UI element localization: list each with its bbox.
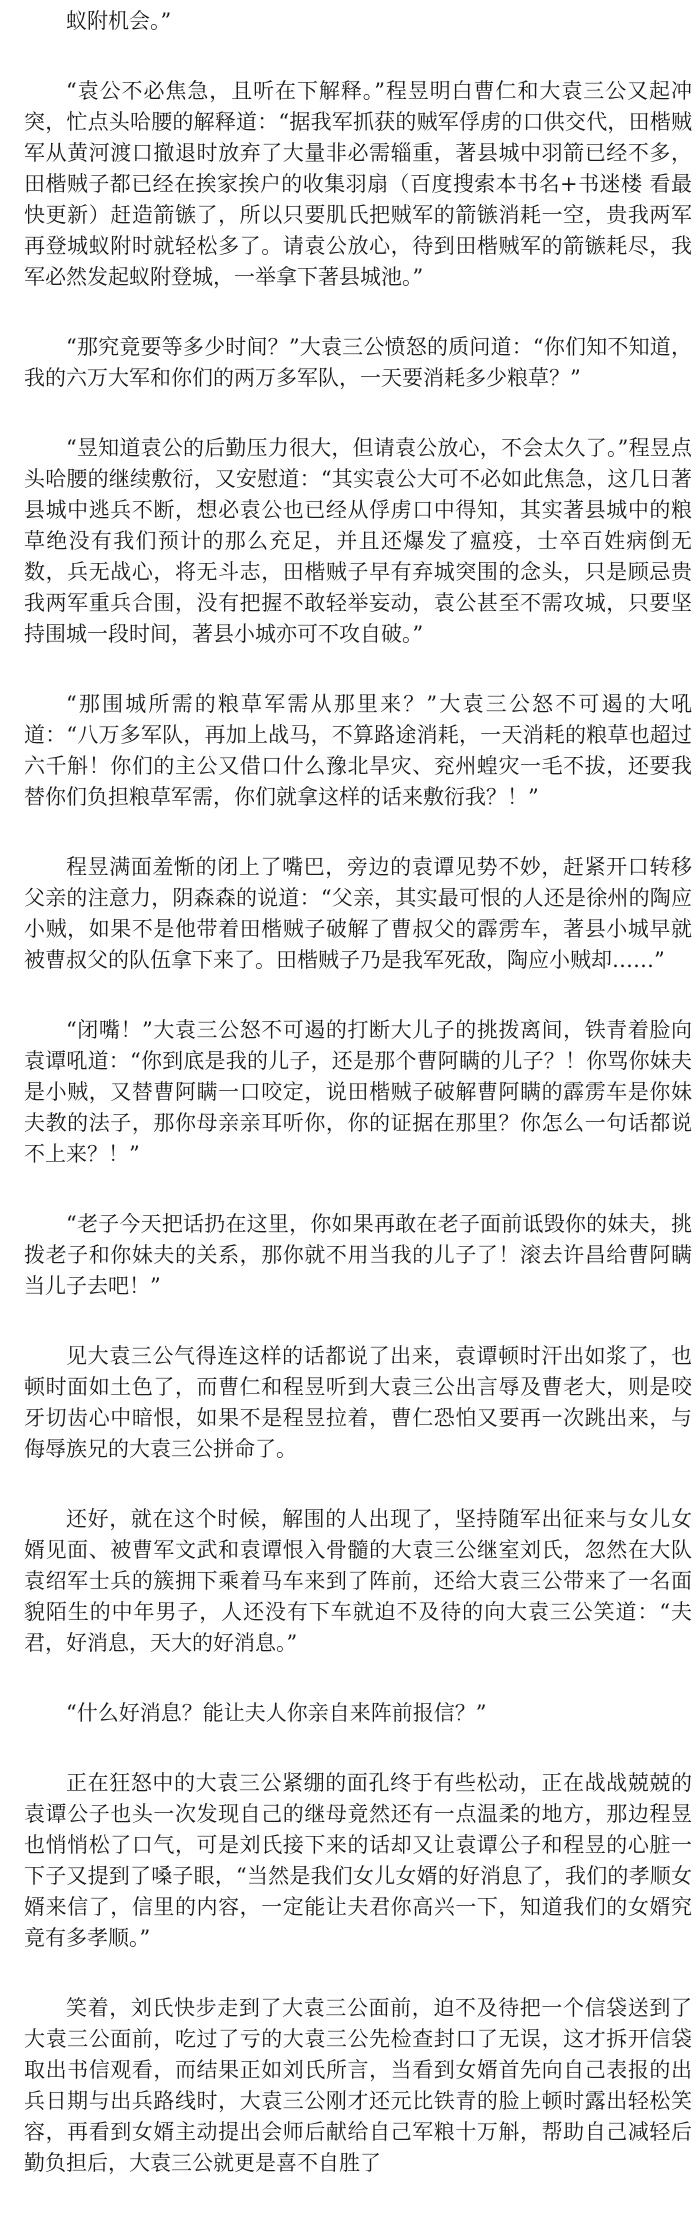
paragraph: “什么好消息？能让夫人你亲自来阵前报信？” <box>66 1701 487 1725</box>
paragraph: 笑着，刘氏快步走到了大袁三公面前，迫不及待把一个信袋送到了大袁三公面前，吃过了亏的大袁三公先检查封口了无误，这才拆开信袋取出书信观看，而结果正如刘氏所言，当看到女婿首先向自己表报的出兵日期与出兵路线时，大袁三公刚才还元比铁青的脸上顿时露出轻松笑容，再看到女婿主动提出会师后献给自己军粮十万斛，帮助自己减轻后勤负担后，大袁三公就更是喜不自胜了 <box>24 1996 692 2175</box>
paragraph: 程昱满面羞惭的闭上了嘴巴，旁边的袁谭见势不妙，赶紧开口转移父亲的注意力，阴森森的说道：“父亲，其实最可恨的人还是徐州的陶应小贼，如果不是他带着田楷贼子破解了曹叔父的霹雳车，著县小城早就被曹叔父的队伍拿下来了。田楷贼子乃是我军死敌，陶应小贼却……” <box>24 855 692 972</box>
paragraph: “老子今天把话扔在这里，你如果再敢在老子面前诋毁你的妹夫，挑拨老子和你妹夫的关系，那你就不用当我的儿子了！滚去许昌给曹阿瞒当儿子去吧！” <box>24 1212 692 1298</box>
paragraph: “那围城所需的粮草军需从那里来？”大袁三公怒不可遏的大吼道：“八万多军队，再加上战马，不算路途消耗，一天消耗的粮草也超过六千斛！你们的主公又借口什么豫北旱灾、兖州蝗灾一毛不拔，还要我替你们负担粮草军需，你们就拿这样的话来敷衍我？！” <box>24 692 692 809</box>
paragraph: “袁公不必焦急，且听在下解释。”程昱明白曹仁和大袁三公又起冲突，忙点头哈腰的解释道：“据我军抓获的贼军俘虏的口供交代，田楷贼军从黄河渡口撤退时放弃了大量非必需辎重，著县城中羽箭已经不多，田楷贼子都已经在挨家挨户的收集羽扇（百度搜索本书名+书迷楼 看最快更新）赶造箭镞了，所以只要肌氏把贼军的箭镞消耗一空，贵我两军再登城蚁附时就轻松多了。请袁公放心，待到田楷贼军的箭镞耗尽，我军必然发起蚁附登城，一举拿下著县城池。” <box>24 79 692 289</box>
paragraph: 正在狂怒中的大袁三公紧绷的面孔终于有些松动，正在战战兢兢的袁谭公子也头一次发现自己的继母竟然还有一点温柔的地方，那边程昱也悄悄松了口气，可是刘氏接下来的话却又让袁谭公子和程昱的心脏一下子又提到了嗓子眼，“当然是我们女儿女婿的好消息了，我们的孝顺女婿来信了，信里的内容，一定能让夫君你高兴一下，知道我们的女婿究竟有多孝顺。” <box>24 1771 692 1950</box>
paragraph: “昱知道袁公的后勤压力很大，但请袁公放心，不会太久了。”程昱点头哈腰的继续敷衍，又安慰道：“其实袁公大可不必如此焦急，这几日著县城中逃兵不断，想必袁公也已经从俘虏口中得知，其实著县城中的粮草绝没有我们预计的那么充足，并且还爆发了瘟疫，士卒百姓病倒无数，兵无战心，将无斗志，田楷贼子早有弃城突围的念头，只是顾忌贵我两军重兵合围，没有把握不敢轻举妄动，袁公甚至不需攻城，只要坚持围城一段时间，著县小城亦可不攻自破。” <box>24 436 692 646</box>
paragraph: 见大袁三公气得连这样的话都说了出来，袁谭顿时汗出如浆了，也顿时面如土色了，而曹仁和程昱听到大袁三公出言辱及曹老大，则是咬牙切齿心中暗恨，如果不是程昱拉着，曹仁恐怕又要再一次跳出来，与侮辱族兄的大袁三公拼命了。 <box>24 1344 692 1461</box>
paragraph: 蚁附机会。” <box>66 9 172 33</box>
paragraph: 还好，就在这个时候，解围的人出现了，坚持随军出征来与女儿女婿见面、被曹军文武和袁谭恨入骨髓的大袁三公继室刘氏，忽然在大队袁绍军士兵的簇拥下乘着马车来到了阵前，还给大袁三公带来了一名面貌陌生的中年男子，人还没有下车就迫不及待的向大袁三公笑道：“夫君，好消息，天大的好消息。” <box>24 1507 692 1655</box>
novel-text-body <box>24 6 692 2218</box>
paragraph: “闭嘴！”大袁三公怒不可遏的打断大儿子的挑拨离间，铁青着脸向袁谭吼道：“你到底是我的儿子，还是那个曹阿瞒的儿子？！你骂你妹夫是小贼，又替曹阿瞒一口咬定，说田楷贼子破解曹阿瞒的霹雳车是你妹夫教的法子，那你母亲亲耳听你，你的证据在那里？你怎么一句话都说不上来？！” <box>24 1018 692 1166</box>
paragraph: “那究竟要等多少时间？”大袁三公愤怒的质问道：“你们知不知道，我的六万大军和你们的两万多军队，一天要消耗多少粮草？” <box>24 335 692 390</box>
